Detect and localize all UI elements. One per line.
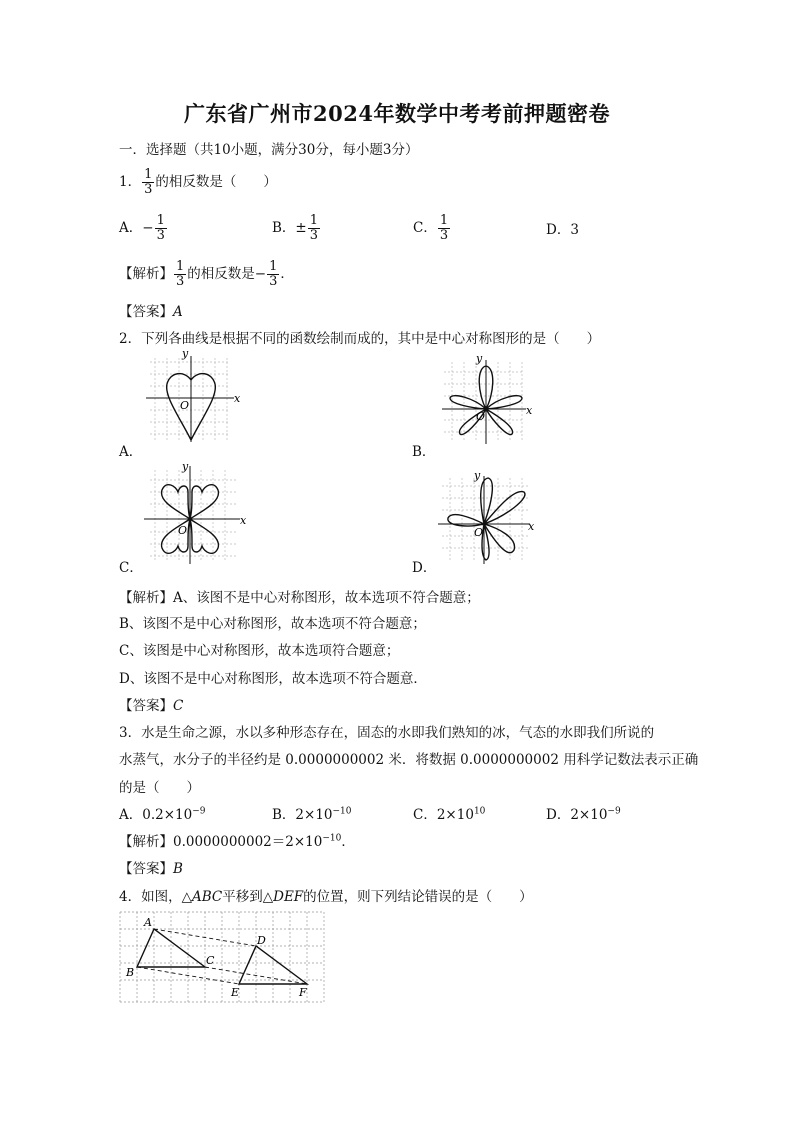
q2-b-x-label: x (526, 404, 533, 417)
q2-c-y-label: y (182, 460, 189, 473)
page-title: 广东省广州市2024年数学中考考前押题密卷 (184, 101, 610, 126)
q3-option-b: B．$2\times 10^{-10}$ (272, 806, 352, 823)
q1-option-b: B．± $\frac{1}{3}$ (272, 213, 319, 243)
q2-analysis-line-4: D、该图不是中心对称图形，故本选项不符合题意． (119, 671, 427, 687)
q2-d-x-label: x (528, 520, 535, 533)
q4-label-b: B (126, 966, 135, 979)
q2-c-origin-label: O (178, 524, 188, 537)
q3-analysis: 【解析】$0.0000000002=2\times 10^{-10}$． (119, 833, 355, 850)
q1-analysis: 【解析】 $\frac{1}{3}$ 的相反数是− $\frac{1}{3}$ ． (119, 259, 294, 289)
q2-c-x-label: x (240, 514, 247, 527)
q3-option-d: D．$2\times 10^{-9}$ (546, 806, 621, 823)
q4-label-f: F (299, 986, 307, 999)
q2-analysis-line-1: 【解析】A、该图不是中心对称图形，故本选项不符合题意； (119, 590, 480, 606)
q3-stem-line-1: 3．水是生命之源，水以多种形态存在，固态的水即我们熟知的冰，气态的水即我们所说的 (119, 725, 655, 741)
q2-b-origin-label: O (476, 410, 486, 423)
q2-figure-b (440, 352, 533, 446)
q2-b-y-label: y (476, 352, 483, 365)
q3-option-a: A．$0.2\times 10^{-9}$ (119, 806, 206, 823)
q1-stem-text: 的相反数是（ ） (155, 174, 277, 190)
q2-figure-a (140, 347, 241, 444)
q1-option-a: A．− $\frac{1}{3}$ (119, 213, 165, 243)
q4-label-a: A (144, 916, 152, 929)
q2-figure-c (140, 462, 246, 566)
q1-option-d: D．3 (546, 222, 579, 238)
q1-option-c: C． $\frac{1}{3}$ (413, 213, 449, 243)
q2-d-y-label: y (474, 469, 481, 482)
q2-stem: 2．下列各曲线是根据不同的函数绘制而成的，其中是中心对称图形的是（ ） (119, 331, 601, 347)
q3-stem-line-3: 的是（ ） (119, 780, 200, 796)
q1-fraction: $\frac{1}{3}$ (144, 167, 153, 197)
q4-label-e: E (231, 986, 240, 999)
q2-option-b-label: B． (412, 444, 436, 460)
q2-option-a-label: A． (119, 444, 143, 460)
q2-figure-d (436, 469, 536, 566)
q3-stem-line-2: 水蒸气，水分子的半径约是 0.0000000002 米．将数据 0.0000000002 用科学记数法表示正确 (119, 752, 699, 768)
q2-d-origin-label: O (474, 526, 484, 539)
q1-number: 1． (119, 174, 142, 190)
q4-label-d: D (257, 934, 266, 947)
q1-stem (119, 168, 277, 197)
q3-answer: 【答案】B (119, 861, 183, 877)
q4-label-c: C (206, 954, 215, 967)
q2-option-c-label: C． (119, 560, 143, 576)
q2-a-origin-label: O (180, 399, 190, 412)
q1-answer: 【答案】A (119, 304, 183, 320)
q4-figure (118, 910, 328, 1006)
q4-stem: 4．如图，△ABC平移到△DEF的位置，则下列结论错误的是（ ） (119, 889, 533, 905)
q2-analysis-line-2: B、该图不是中心对称图形，故本选项不符合题意； (119, 616, 426, 632)
q2-a-y-label: y (182, 347, 189, 360)
q2-option-d-label: D． (412, 560, 437, 576)
q2-analysis-line-3: C、该图是中心对称图形，故本选项符合题意； (119, 643, 400, 659)
q3-option-c: C．$2\times 10^{10}$ (413, 806, 486, 823)
section-header: 一．选择题（共10小题，满分30分，每小题3分） (119, 142, 419, 158)
q2-answer: 【答案】C (119, 698, 184, 714)
q2-a-x-label: x (234, 392, 241, 405)
